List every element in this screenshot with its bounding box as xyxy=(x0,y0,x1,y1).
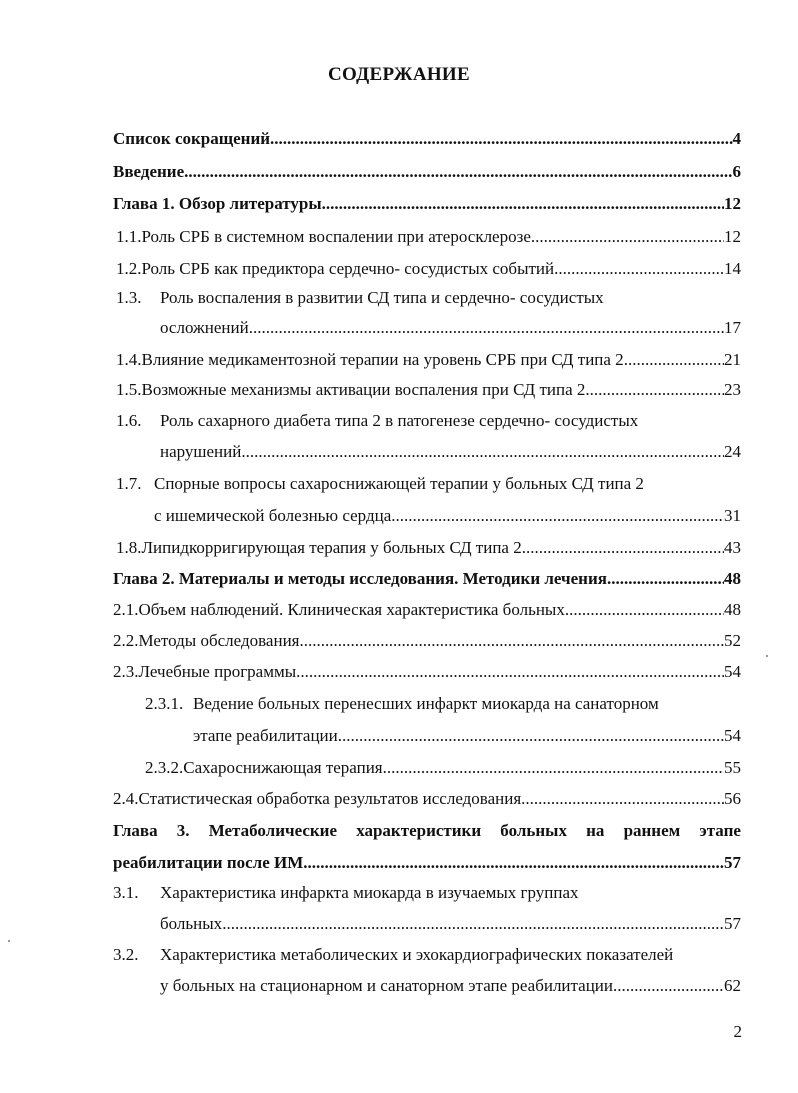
dot-leader xyxy=(241,441,724,463)
toc-entry-abbreviations[interactable] xyxy=(113,128,741,150)
toc-entry-text: Глава 2. Материалы и методы исследования. Методики лечения xyxy=(113,569,607,588)
toc-entry-3-1[interactable] xyxy=(113,882,741,904)
toc-entry-chapter-3-continuation[interactable] xyxy=(113,852,741,874)
toc-entry-word: этапе xyxy=(699,821,741,840)
dot-leader xyxy=(554,258,724,280)
toc-entry-number: 3.2. xyxy=(113,945,139,964)
toc-entry-2-3-1-continuation[interactable] xyxy=(193,725,741,747)
toc-entry-1-6-continuation[interactable] xyxy=(160,441,741,463)
dot-leader xyxy=(607,568,724,590)
toc-entry-number: 1.8. xyxy=(116,538,142,557)
toc-entry-chapter-2[interactable] xyxy=(113,568,741,590)
dot-leader xyxy=(624,349,724,371)
toc-entry-text: Влияние медикаментозной терапии на уровень СРБ при СД типа 2 xyxy=(141,350,624,369)
toc-entry-word: Метаболические xyxy=(208,821,338,840)
toc-entry-text: Спорные вопросы сахароснижающей терапии у больных СД типа 2 xyxy=(154,474,644,493)
dot-leader xyxy=(270,128,732,150)
dot-leader xyxy=(249,317,724,339)
toc-entry-page: 48 xyxy=(724,569,741,588)
toc-entry-text: Сахароснижающая терапия xyxy=(183,758,383,777)
toc-entry-word: характеристики xyxy=(356,821,482,840)
scan-speck xyxy=(8,940,10,942)
dot-leader xyxy=(296,661,724,683)
dot-leader xyxy=(300,630,725,652)
dot-leader xyxy=(613,975,724,997)
toc-entry-text: Возможные механизмы активации воспаления при СД типа 2 xyxy=(141,380,586,399)
toc-entry-text: Глава 1. Обзор литературы xyxy=(113,194,322,213)
toc-entry-page: 57 xyxy=(724,853,741,872)
toc-entry-number: 2.3.2. xyxy=(145,758,184,777)
toc-entry-page: 21 xyxy=(724,350,741,369)
toc-entry-word: больных xyxy=(500,821,567,840)
toc-entry-1-7[interactable] xyxy=(116,473,741,495)
toc-entry-number: 2.3. xyxy=(113,662,139,681)
toc-entry-text: с ишемической болезнью сердца xyxy=(154,506,392,525)
toc-entry-page: 48 xyxy=(724,600,741,619)
toc-entry-word: Глава xyxy=(113,821,158,840)
toc-entry-page: 55 xyxy=(724,758,741,777)
toc-entry-number: 1.5. xyxy=(116,380,142,399)
toc-entry-text: Методы обследования xyxy=(138,631,300,650)
toc-entry-page: 62 xyxy=(724,976,741,995)
toc-entry-chapter-3[interactable] xyxy=(113,820,741,842)
toc-entry-page: 4 xyxy=(732,129,741,148)
toc-entry-3-1-continuation[interactable] xyxy=(160,913,741,935)
toc-entry-2-3-2[interactable] xyxy=(145,757,741,779)
dot-leader xyxy=(531,226,724,248)
toc-entry-word: раннем xyxy=(623,821,681,840)
toc-entry-number: 2.2. xyxy=(113,631,139,650)
page-number: 2 xyxy=(733,1022,742,1041)
toc-entry-page: 31 xyxy=(724,506,741,525)
toc-entry-number: 1.6. xyxy=(116,411,142,430)
toc-entry-page: 6 xyxy=(732,162,741,181)
dot-leader xyxy=(585,379,724,401)
toc-entry-chapter-1[interactable] xyxy=(113,193,741,215)
toc-entry-word: 3. xyxy=(176,821,190,840)
toc-entry-1-4[interactable] xyxy=(116,349,741,371)
toc-entry-number: 2.1. xyxy=(113,600,139,619)
toc-entry-page: 56 xyxy=(724,789,741,808)
toc-entry-text: реабилитации после ИМ xyxy=(113,853,304,872)
toc-entry-text: Введение xyxy=(113,162,185,181)
toc-entry-2-3[interactable] xyxy=(113,661,741,683)
dot-leader xyxy=(303,852,724,874)
dot-leader xyxy=(522,537,724,559)
toc-entry-text: осложнений xyxy=(160,318,249,337)
toc-entry-text: у больных на стационарном и санаторном этапе реабилитации xyxy=(160,976,614,995)
dot-leader xyxy=(383,757,724,779)
scan-speck xyxy=(766,655,768,657)
toc-entry-page: 54 xyxy=(724,726,741,745)
toc-entry-1-8[interactable] xyxy=(116,537,741,559)
toc-entry-text: этапе реабилитации xyxy=(193,726,338,745)
toc-entry-text: нарушений xyxy=(160,442,242,461)
dot-leader xyxy=(391,505,724,527)
toc-entry-text: Характеристика метаболических и эхокардиографических показателей xyxy=(160,945,674,964)
toc-entry-1-7-continuation[interactable] xyxy=(154,505,741,527)
toc-entry-word: на xyxy=(586,821,605,840)
toc-entry-page: 14 xyxy=(724,259,741,278)
dot-leader xyxy=(184,161,732,183)
toc-entry-text: Характеристика инфаркта миокарда в изучаемых группах xyxy=(160,883,579,902)
toc-entry-text: Роль СРБ в системном воспалении при атеросклерозе xyxy=(141,227,531,246)
toc-entry-text: больных xyxy=(160,914,223,933)
toc-entry-page: 17 xyxy=(724,318,741,337)
toc-entry-page: 23 xyxy=(724,380,741,399)
toc-entry-number: 1.7. xyxy=(116,474,142,493)
page-title: СОДЕРЖАНИЕ xyxy=(328,64,470,85)
toc-entry-2-3-1[interactable] xyxy=(145,693,741,715)
toc-entry-page: 57 xyxy=(724,914,741,933)
toc-entry-text: Липидкорригирующая терапия у больных СД типа 2 xyxy=(141,538,522,557)
toc-entry-1-3-continuation[interactable] xyxy=(160,317,741,339)
toc-entry-3-2-continuation[interactable] xyxy=(160,975,741,997)
toc-entry-number: 1.4. xyxy=(116,350,142,369)
toc-entry-page: 12 xyxy=(724,227,741,246)
toc-entry-1-2[interactable] xyxy=(116,258,741,280)
toc-entry-number: 1.3. xyxy=(116,288,142,307)
toc-entry-2-2[interactable] xyxy=(113,630,741,652)
toc-entry-1-5[interactable] xyxy=(116,379,741,401)
toc-entry-page: 54 xyxy=(724,662,741,681)
toc-entry-text: Ведение больных перенесших инфаркт миокарда на санаторном xyxy=(193,694,659,713)
toc-entry-number: 2.3.1. xyxy=(145,694,184,713)
toc-entry-number: 3.1. xyxy=(113,883,139,902)
toc-entry-number: 1.1. xyxy=(116,227,142,246)
toc-entry-text: Роль воспаления в развитии СД типа и сердечно- сосудистых xyxy=(160,288,604,307)
toc-entry-page: 12 xyxy=(724,194,741,213)
toc-entry-text: Лечебные программы xyxy=(138,662,297,681)
dot-leader xyxy=(322,193,724,215)
toc-entry-text: Список сокращений xyxy=(113,129,271,148)
toc-entry-2-4[interactable] xyxy=(113,788,741,810)
toc-entry-2-1[interactable] xyxy=(113,599,741,621)
toc-entry-3-2[interactable] xyxy=(113,944,741,966)
toc-entry-page: 43 xyxy=(724,538,741,557)
dot-leader xyxy=(222,913,724,935)
dot-leader xyxy=(521,788,724,810)
toc-entry-page: 52 xyxy=(724,631,741,650)
dot-leader xyxy=(338,725,724,747)
toc-entry-text: Объем наблюдений. Клиническая характеристика больных xyxy=(138,600,565,619)
toc-entry-1-6[interactable] xyxy=(116,410,741,432)
toc-entry-number: 1.2. xyxy=(116,259,142,278)
toc-entry-1-3[interactable] xyxy=(116,287,741,309)
toc-entry-number: 2.4. xyxy=(113,789,139,808)
toc-entry-page: 24 xyxy=(724,442,741,461)
toc-entry-introduction[interactable] xyxy=(113,161,741,183)
toc-entry-text: Статистическая обработка результатов исследования xyxy=(138,789,522,808)
toc-entry-text: Роль СРБ как предиктора сердечно- сосудистых событий xyxy=(141,259,555,278)
toc-entry-text: Роль сахарного диабета типа 2 в патогенезе сердечно- сосудистых xyxy=(160,411,639,430)
toc-entry-1-1[interactable] xyxy=(116,226,741,248)
dot-leader xyxy=(565,599,724,621)
